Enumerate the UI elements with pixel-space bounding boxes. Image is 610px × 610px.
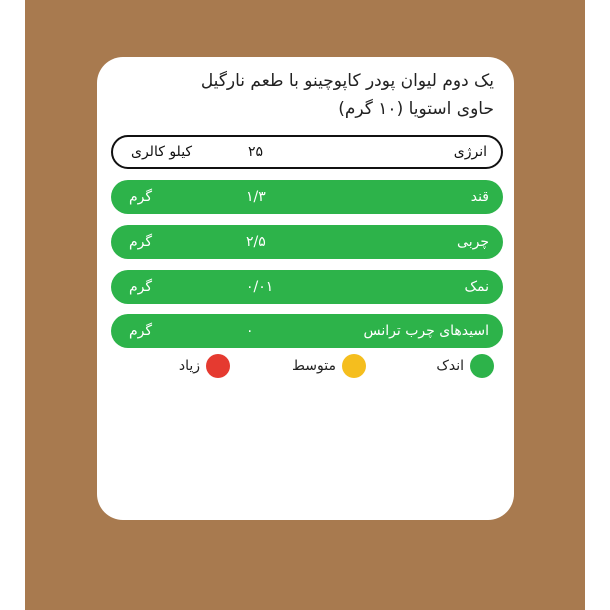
product-title <box>114 67 494 123</box>
sugar-unit: گرم <box>129 189 153 205</box>
fat-label: چربی <box>457 234 489 250</box>
trans-fat-row <box>111 314 503 348</box>
salt-row <box>111 270 503 304</box>
energy-row <box>111 135 503 169</box>
legend-medium-label: متوسط <box>292 358 336 374</box>
energy-label: انرژی <box>453 144 487 160</box>
yellow-dot-icon <box>342 354 366 378</box>
red-dot-icon <box>206 354 230 378</box>
salt-unit: گرم <box>129 279 153 295</box>
legend-low <box>436 353 494 379</box>
nutrition-card <box>97 57 514 520</box>
salt-value: ۰/۰۱ <box>246 279 274 295</box>
legend-high <box>179 353 230 379</box>
energy-value: ۲۵ <box>248 144 264 160</box>
title-line-1: یک دوم لیوان پودر کاپوچینو با طعم نارگیل <box>200 71 494 91</box>
green-dot-icon <box>470 354 494 378</box>
salt-label: نمک <box>464 279 489 295</box>
trans-fat-value: ۰ <box>246 323 254 339</box>
trans-fat-unit: گرم <box>129 323 153 339</box>
title-line-2: حاوی استویا (۱۰ گرم) <box>338 99 494 119</box>
legend-high-label: زیاد <box>178 358 200 374</box>
legend-medium <box>292 353 366 379</box>
fat-value: ۲/۵ <box>246 234 266 250</box>
trans-fat-label: اسیدهای چرب ترانس <box>363 323 489 339</box>
fat-row <box>111 225 503 259</box>
sugar-row <box>111 180 503 214</box>
sugar-label: قند <box>470 189 489 205</box>
sugar-value: ۱/۳ <box>246 189 266 205</box>
legend-low-label: اندک <box>436 358 464 374</box>
fat-unit: گرم <box>129 234 153 250</box>
energy-unit: کیلو کالری <box>131 144 193 160</box>
